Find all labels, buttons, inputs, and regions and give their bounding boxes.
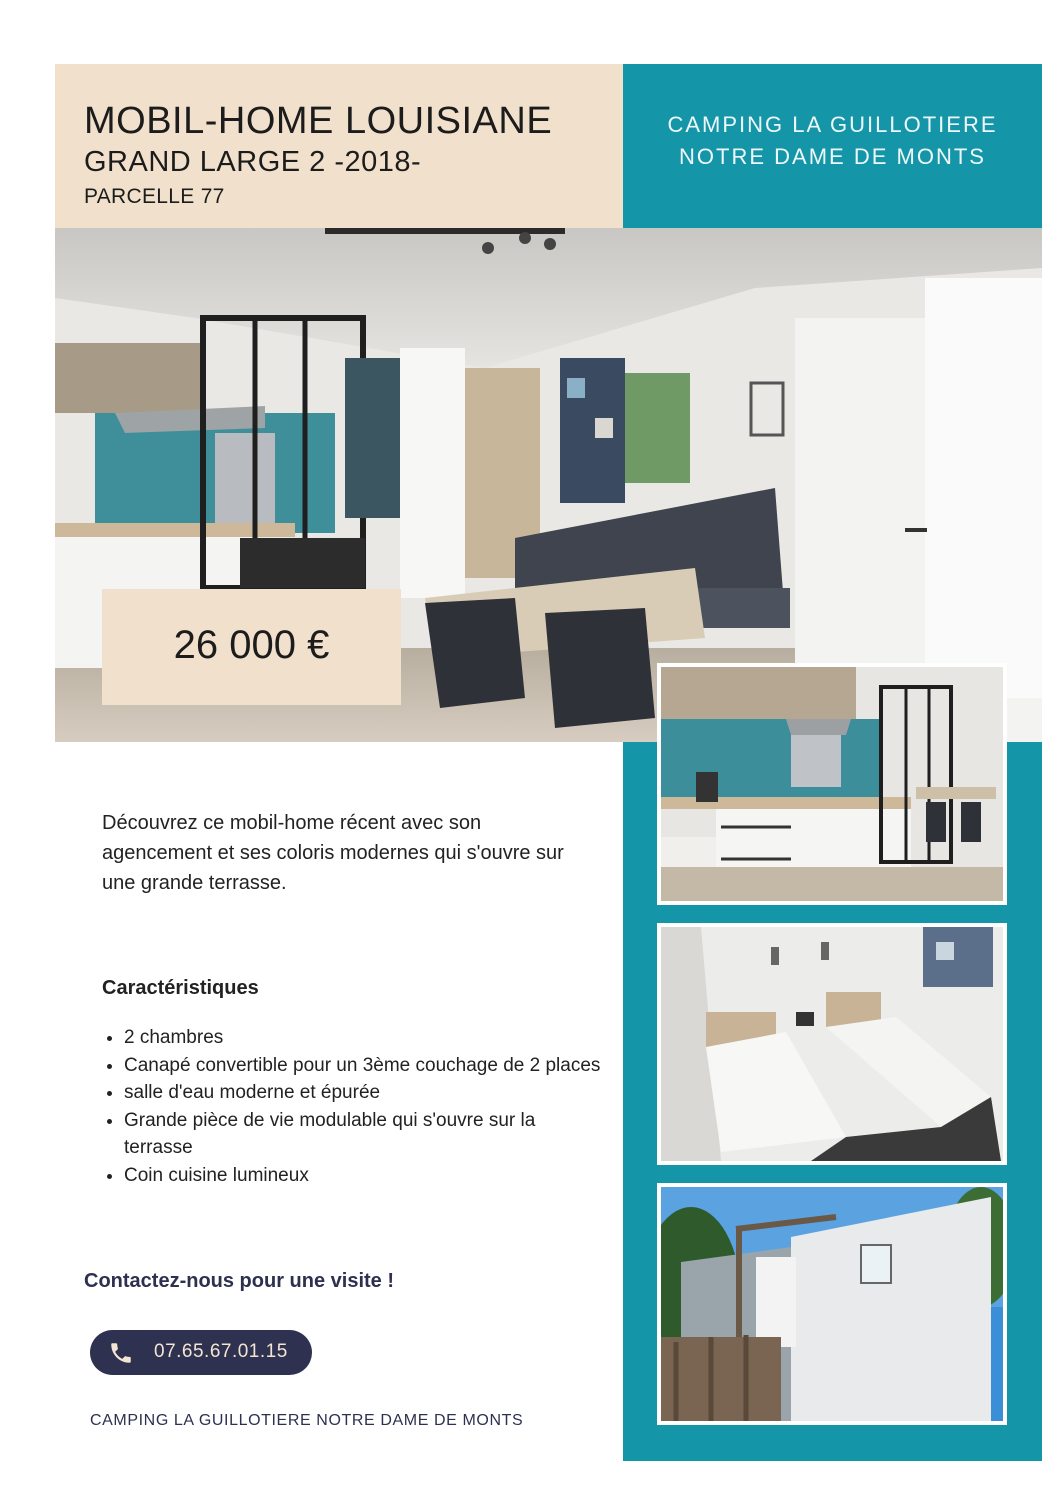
- photo-bedroom: [657, 923, 1007, 1165]
- photo-exterior: [657, 1183, 1007, 1425]
- list-item: • Grande pièce de vie modulable qui s'ouvre sur la terrasse: [124, 1107, 604, 1162]
- camping-location: NOTRE DAME DE MONTS: [679, 144, 986, 169]
- features-heading: Caractéristiques: [102, 977, 259, 999]
- camping-name: CAMPING LA GUILLOTIERE: [667, 112, 998, 137]
- price-value: 26 000 €: [173, 623, 330, 667]
- camping-header: [623, 64, 1042, 228]
- phone-button[interactable]: [90, 1330, 312, 1375]
- price-box: [102, 589, 401, 705]
- list-item: • Canapé convertible pour un 3ème couchage de 2 places: [124, 1052, 604, 1080]
- listing-plot: PARCELLE 77: [84, 185, 225, 208]
- title-block: [55, 64, 623, 228]
- list-item: • Coin cuisine lumineux: [124, 1162, 604, 1190]
- list-item: • salle d'eau moderne et épurée: [124, 1079, 604, 1107]
- listing-title: MOBIL-HOME LOUISIANE: [84, 100, 553, 142]
- phone-icon: [108, 1340, 134, 1366]
- list-item: • 2 chambres: [124, 1024, 604, 1052]
- phone-number: 07.65.67.01.15: [154, 1341, 288, 1362]
- description-text: Découvrez ce mobil-home récent avec son agencement et ses coloris modernes qui s'ouvre sur une grande terrasse.: [102, 812, 564, 894]
- features-list: [102, 1024, 604, 1189]
- contact-cta: Contactez-nous pour une visite !: [84, 1270, 395, 1292]
- footer-camping: CAMPING LA GUILLOTIERE NOTRE DAME DE MONTS: [90, 1412, 524, 1429]
- photo-kitchen: [657, 663, 1007, 905]
- listing-model: GRAND LARGE 2 -2018-: [84, 146, 422, 178]
